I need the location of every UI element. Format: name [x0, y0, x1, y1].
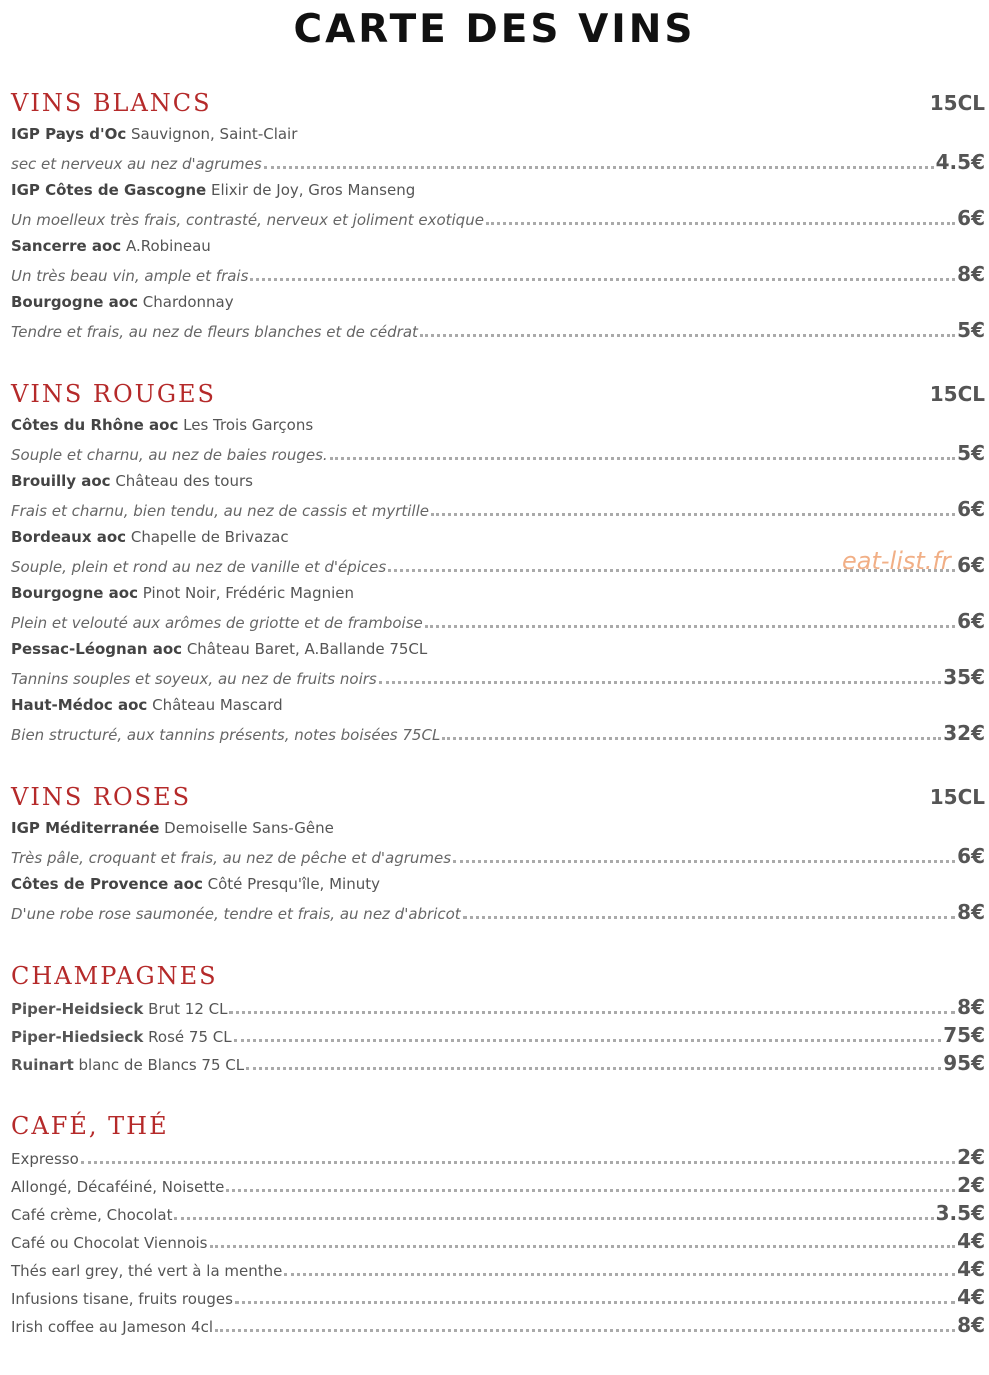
- item-label: Café crème, Chocolat: [11, 1206, 173, 1224]
- item-price: 4€: [957, 1257, 985, 1281]
- dot-leader: [442, 736, 941, 740]
- wine-appellation: Haut-Médoc aoc: [11, 696, 148, 714]
- wine-producer: Pinot Noir, Frédéric Magnien: [138, 584, 355, 602]
- wine-name: [11, 411, 313, 439]
- dot-leader: [250, 277, 955, 281]
- dot-leader: [210, 1244, 956, 1248]
- item-detail: Rosé 75 CL: [143, 1028, 232, 1046]
- section-title: CAFÉ, THÉ: [11, 1112, 169, 1140]
- wine-name-row: [11, 288, 985, 316]
- wine-appellation: Bourgogne aoc: [11, 293, 138, 311]
- wine-appellation: IGP Côtes de Gascogne: [11, 181, 207, 199]
- wine-description: Souple, plein et rond au nez de vanille et d'épices: [11, 558, 387, 576]
- menu-line: [11, 1311, 985, 1339]
- wine-name-row: [11, 579, 985, 607]
- wine-name-row: [11, 814, 985, 842]
- wine-description: Tendre et frais, au nez de fleurs blanches et de cédrat: [11, 323, 418, 341]
- wine-producer: Sauvignon, Saint-Clair: [126, 125, 298, 143]
- item-label: Allongé, Décaféiné, Noisette: [11, 1178, 225, 1196]
- wine-name: [11, 579, 354, 607]
- page-title: CARTE DES VINS: [293, 7, 696, 52]
- wine-producer: Château des tours: [110, 472, 253, 490]
- item-price: 95€: [943, 1051, 985, 1075]
- dot-leader: [234, 1038, 942, 1042]
- wine-name: [11, 814, 334, 842]
- wine-producer: Côté Presqu'île, Minuty: [202, 875, 380, 893]
- item-price: 75€: [943, 1023, 985, 1047]
- wine-producer: Elixir de Joy, Gros Manseng: [206, 181, 416, 199]
- dot-leader: [235, 1300, 955, 1304]
- menu-line: [11, 1199, 985, 1227]
- item-label: Thés earl grey, thé vert à la menthe: [11, 1262, 283, 1280]
- menu-line: [11, 1049, 985, 1077]
- wine-appellation: IGP Méditerranée: [11, 819, 160, 837]
- wine-appellation: Pessac-Léognan aoc: [11, 640, 183, 658]
- section-header: [11, 1109, 985, 1143]
- section-serving-size: 15CL: [929, 91, 985, 115]
- wine-price: 6€: [957, 609, 985, 633]
- item-label: [11, 1023, 232, 1051]
- section-title: VINS BLANCS: [11, 89, 212, 117]
- dot-leader: [215, 1328, 955, 1332]
- wine-description: sec et nerveux au nez d'agrumes: [11, 155, 262, 173]
- wine-name: [11, 467, 253, 495]
- wine-name-row: [11, 120, 985, 148]
- item-label: Infusions tisane, fruits rouges: [11, 1290, 233, 1308]
- wine-description: Un très beau vin, ample et frais: [11, 267, 249, 285]
- wine-name-row: [11, 691, 985, 719]
- wine-producer: Demoiselle Sans-Gêne: [159, 819, 334, 837]
- dot-leader: [81, 1160, 955, 1164]
- item-detail: Brut 12 CL: [143, 1000, 228, 1018]
- wine-description: Frais et charnu, bien tendu, au nez de cassis et myrtille: [11, 502, 429, 520]
- wine-appellation: Bourgogne aoc: [11, 584, 138, 602]
- wine-price: 5€: [957, 441, 985, 465]
- dot-leader: [284, 1272, 955, 1276]
- wine-producer: A.Robineau: [121, 237, 211, 255]
- item-label: [11, 1051, 244, 1079]
- dot-leader: [330, 456, 955, 460]
- wine-name: [11, 870, 380, 898]
- dot-leader: [246, 1066, 941, 1070]
- wine-name: [11, 691, 283, 719]
- wine-price: 5€: [957, 318, 985, 342]
- wine-name-row: [11, 467, 985, 495]
- wine-producer: Les Trois Garçons: [178, 416, 314, 434]
- watermark: eat-list.fr: [842, 547, 951, 575]
- wine-name-row: [11, 635, 985, 663]
- item-price: 2€: [957, 1173, 985, 1197]
- wine-appellation: Côtes du Rhône aoc: [11, 416, 179, 434]
- dot-leader: [264, 165, 934, 169]
- wine-description-row: [11, 898, 985, 926]
- dot-leader: [431, 512, 955, 516]
- section-header: [11, 86, 985, 120]
- menu-line: [11, 1021, 985, 1049]
- section-vins-roses: [11, 780, 985, 926]
- wine-producer: Chapelle de Brivazac: [126, 528, 289, 546]
- wine-price: 8€: [957, 262, 985, 286]
- section-serving-size: 15CL: [929, 785, 985, 809]
- item-price: 8€: [957, 1313, 985, 1337]
- item-price: 4€: [957, 1285, 985, 1309]
- wine-appellation: Côtes de Provence aoc: [11, 875, 203, 893]
- wine-producer: Chardonnay: [138, 293, 234, 311]
- item-brand: Piper-Heidsieck: [11, 1000, 144, 1018]
- wine-producer: Château Baret, A.Ballande 75CL: [182, 640, 428, 658]
- section-title: VINS ROSES: [11, 783, 192, 811]
- menu-line: [11, 1171, 985, 1199]
- wine-producer: Château Mascard: [147, 696, 283, 714]
- wine-name-row: [11, 870, 985, 898]
- wine-name: [11, 635, 427, 663]
- wine-appellation: Sancerre aoc: [11, 237, 122, 255]
- item-brand: Piper-Hiedsieck: [11, 1028, 144, 1046]
- item-label: [11, 995, 227, 1023]
- wine-price: 6€: [957, 206, 985, 230]
- wine-name: [11, 232, 211, 260]
- item-label: Café ou Chocolat Viennois: [11, 1234, 208, 1252]
- wine-description: Plein et velouté aux arômes de griotte et de framboise: [11, 614, 423, 632]
- wine-description-row: [11, 260, 985, 288]
- section-header: [11, 959, 985, 993]
- wine-name-row: [11, 232, 985, 260]
- dot-leader: [379, 680, 942, 684]
- item-price: 2€: [957, 1145, 985, 1169]
- item-brand: Ruinart: [11, 1056, 74, 1074]
- wine-price: 32€: [943, 721, 985, 745]
- wine-name: [11, 120, 297, 148]
- dot-leader: [226, 1188, 955, 1192]
- dot-leader: [420, 333, 955, 337]
- section-serving-size: 15CL: [929, 382, 985, 406]
- wine-price: 8€: [957, 900, 985, 924]
- section-header: [11, 377, 985, 411]
- dot-leader: [486, 221, 955, 225]
- menu-line: [11, 1227, 985, 1255]
- wine-appellation: IGP Pays d'Oc: [11, 125, 127, 143]
- item-label: Expresso: [11, 1150, 79, 1168]
- wine-description: Tannins souples et soyeux, au nez de fruits noirs: [11, 670, 377, 688]
- wine-name: [11, 176, 415, 204]
- wine-description: Très pâle, croquant et frais, au nez de pêche et d'agrumes: [11, 849, 452, 867]
- wine-description-row: [11, 316, 985, 344]
- dot-leader: [425, 624, 955, 628]
- section-title: CHAMPAGNES: [11, 962, 218, 990]
- item-price: 4€: [957, 1229, 985, 1253]
- wine-price: 6€: [957, 844, 985, 868]
- wine-price: 35€: [943, 665, 985, 689]
- wine-name: [11, 288, 234, 316]
- item-detail: blanc de Blancs 75 CL: [73, 1056, 245, 1074]
- section-title: VINS ROUGES: [11, 380, 216, 408]
- section-champagnes: [11, 959, 985, 1077]
- section-vins-blancs: [11, 86, 985, 344]
- wine-name-row: [11, 411, 985, 439]
- wine-description-row: [11, 495, 985, 523]
- wine-description-row: [11, 663, 985, 691]
- dot-leader: [229, 1010, 955, 1014]
- wine-name-row: [11, 523, 985, 551]
- wine-description: Souple et charnu, au nez de baies rouges.: [11, 446, 328, 464]
- wine-description: D'une robe rose saumonée, tendre et frais, au nez d'abricot: [11, 905, 461, 923]
- wine-description: Un moelleux très frais, contrasté, nerveux et joliment exotique: [11, 211, 484, 229]
- wine-description-row: [11, 204, 985, 232]
- wine-name-row: [11, 176, 985, 204]
- wine-description-row: [11, 607, 985, 635]
- wine-price: 4.5€: [935, 150, 985, 174]
- dot-leader: [463, 915, 955, 919]
- wine-price: 6€: [957, 497, 985, 521]
- item-price: 3.5€: [935, 1201, 985, 1225]
- wine-name: [11, 523, 289, 551]
- menu-line: [11, 1143, 985, 1171]
- item-price: 8€: [957, 995, 985, 1019]
- wine-description: Bien structuré, aux tannins présents, notes boisées 75CL: [11, 726, 441, 744]
- menu-line: [11, 1283, 985, 1311]
- wine-description-row: [11, 719, 985, 747]
- wine-description-row: [11, 551, 985, 579]
- wine-description-row: [11, 439, 985, 467]
- item-label: Irish coffee au Jameson 4cl: [11, 1318, 213, 1336]
- wine-description-row: [11, 148, 985, 176]
- dot-leader: [174, 1216, 933, 1220]
- wine-appellation: Brouilly aoc: [11, 472, 111, 490]
- wine-appellation: Bordeaux aoc: [11, 528, 127, 546]
- wine-price: 6€: [957, 553, 985, 577]
- section-cafe-the: [11, 1109, 985, 1339]
- menu-line: [11, 993, 985, 1021]
- dot-leader: [453, 859, 955, 863]
- wine-description-row: [11, 842, 985, 870]
- section-vins-rouges: [11, 377, 985, 747]
- section-header: [11, 780, 985, 814]
- menu-line: [11, 1255, 985, 1283]
